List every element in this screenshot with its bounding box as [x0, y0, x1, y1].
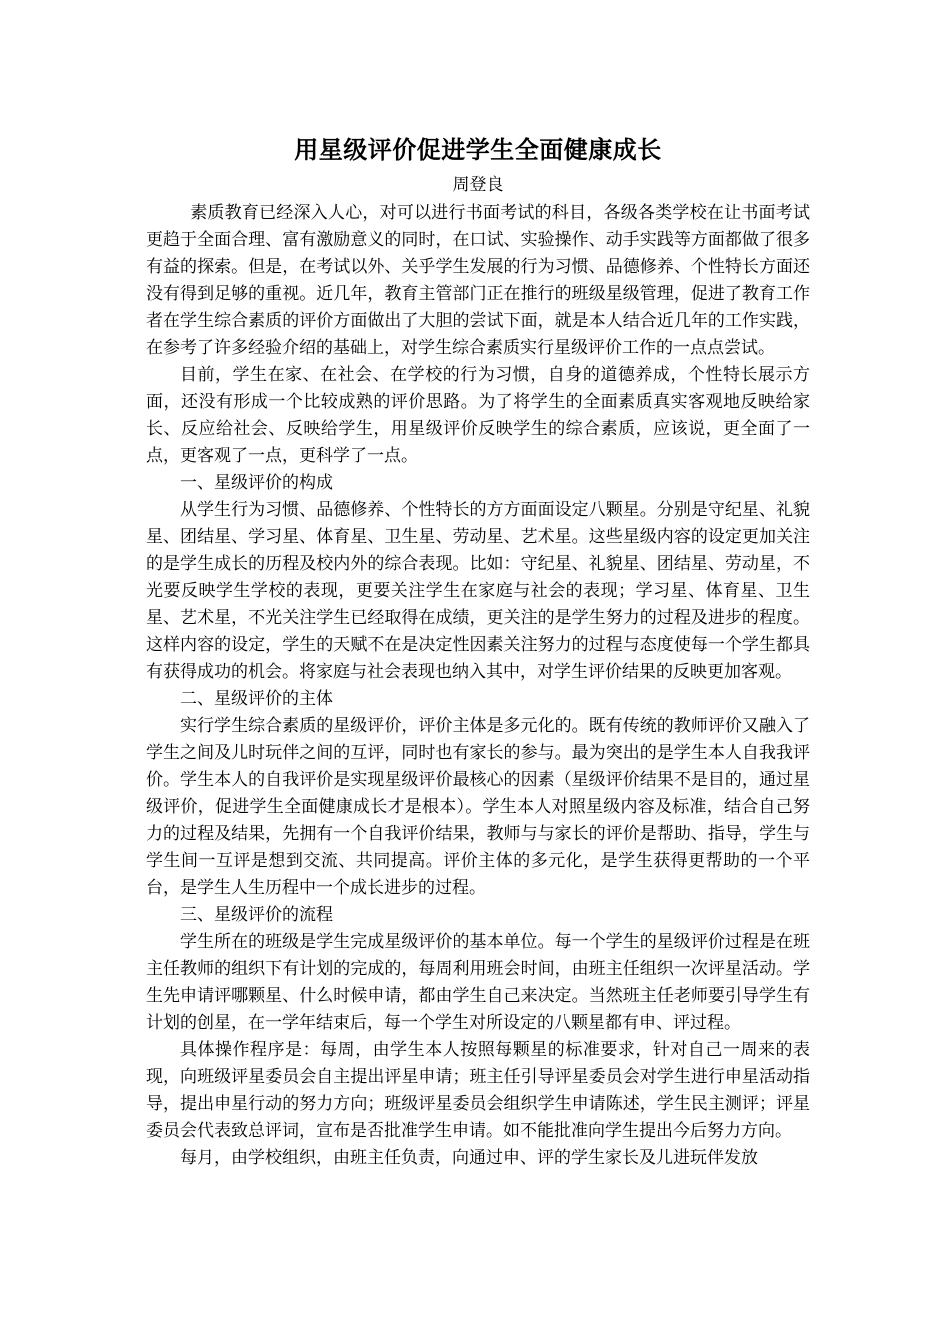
section-heading: 一、星级评价的构成 — [180, 473, 333, 493]
intro-paragraph: 素质教育已经深入人心，对可以进行书面考试的科目，各级各类学校在让书面考试更趋于全面合理、富有激励意义的同时，在口试、实验操作、动手实践等方面都做了很多有益的探索。但是，在考试以外、关乎学生发展的行为习惯、品德修养、个性特长方面还没有得到足够的重视。近几年，教育主管部门正在推行的班级星级管理，促进了教育工作者在学生综合素质的评价方面做出了大胆的尝试下面，就是本人结合近几年的工作实践，在参考了许多经验介绍的基础上，对学生综合素质实行星级评价工作的一点点尝试。 — [146, 203, 810, 358]
intro-paragraph: 目前，学生在家、在社会、在学校的行为习惯，自身的道德养成，个性特长展示方面，还没有形成一个比较成熟的评价思路。为了将学生的全面素质真实客观地反映给家长、反应给社会、反映给学生，用星级评价反映学生的综合素质，应该说，更全面了一点，更客观了一点，更科学了一点。 — [146, 365, 810, 466]
section-paragraph: 学生所在的班级是学生完成星级评价的基本单位。每一个学生的星级评价过程是在班主任教师的组织下有计划的完成的，每周利用班会时间，由班主任组织一次评星活动。学生先申请评哪颗星、什么时候申请，都由学生自己来决定。当然班主任老师要引导学生有计划的创星，在一学年结束后，每一个学生对所设定的八颗星都有申、评过程。 — [146, 932, 810, 1033]
section-paragraph: 具体操作程序是：每周，由学生本人按照每颗星的标准要求，针对自己一周来的表现，向班级评星委员会自主提出评星申请；班主任引导评星委员会对学生进行申星活动指导，提出申星行动的努力方向；班级评星委员会组织学生申请陈述，学生民主测评；评星委员会代表致总评词，宣布是否批准学生申请。如不能批准向学生提出今后努力方向。 — [146, 1040, 810, 1141]
author-name: 周登良 — [452, 175, 504, 195]
document-title: 用星级评价促进学生全面健康成长 — [294, 136, 662, 164]
section-heading: 二、星级评价的主体 — [180, 689, 333, 709]
section-paragraph: 每月，由学校组织，由班主任负责，向通过申、评的学生家长及儿进玩伴发放 — [180, 1148, 758, 1168]
section-heading: 三、星级评价的流程 — [180, 905, 333, 925]
document-body — [146, 130, 810, 1172]
section-paragraph: 实行学生综合素质的星级评价，评价主体是多元化的。既有传统的教师评价又融入了学生之间及儿时玩伴之间的互评，同时也有家长的参与。最为突出的是学生本人自我我评价。学生本人的自我评价是实现星级评价最核心的因素（星级评价结果不是目的，通过星级评价，促进学生全面健康成长才是根本）。学生本人对照星级内容及标准，结合自己努力的过程及结果，先拥有一个自我评价结果，教师与与家长的评价是帮助、指导，学生与学生间一互评是想到交流、共同提高。评价主体的多元化，是学生获得更帮助的一个平台，是学生人生历程中一个成长进步的过程。 — [146, 716, 810, 898]
section-paragraph: 从学生行为习惯、品德修养、个性特长的方方面面设定八颗星。分别是守纪星、礼貌星、团结星、学习星、体育星、卫生星、劳动星、艺术星。这些星级内容的设定更加关注的是学生成长的历程及校内外的综合表现。比如：守纪星、礼貌星、团结星、劳动星，不光要反映学生学校的表现，更要关注学生在家庭与社会的表现；学习星、体育星、卫生星、艺术星，不光关注学生已经取得在成绩，更关注的是学生努力的过程及进步的程度。这样内容的设定，学生的天赋不在是决定性因素关注努力的过程与态度使每一个学生都具有获得成功的机会。将家庭与社会表现也纳入其中，对学生评价结果的反映更加客观。 — [146, 500, 810, 682]
